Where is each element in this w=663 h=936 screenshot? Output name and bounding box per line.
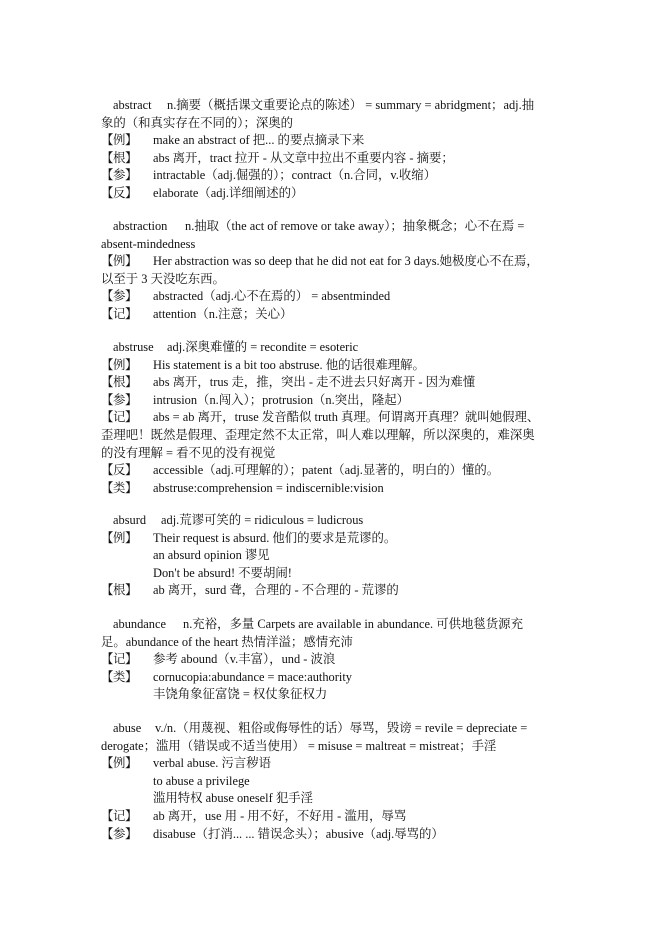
note-tag: 【例】 [101,357,137,372]
note-row [101,288,567,306]
entry-headword-definition [101,512,567,530]
note-row [101,167,567,185]
note-text: attention（n.注意；关心） [153,306,293,321]
note-tag: 【参】 [101,826,137,841]
note-tag: 【根】 [101,150,137,165]
definition-line: 足。abundance of the heart 热情洋溢；感情充沛 [101,634,353,649]
note-row [101,392,567,410]
note-row [101,462,567,480]
note-tag: 【参】 [101,289,137,304]
definition-line: n.摘要（概括课文重要论点的陈述） = summary = abridgment；adj.抽 [167,98,535,112]
note-text: 参考 abound（v.丰富），und - 波浪 [153,652,336,667]
entry-headword-definition [101,97,567,115]
note-continuation: 丰饶角象征富饶 = 权仗象征权力 [153,687,328,702]
note-text: abstruse:comprehension = indiscernible:vision [153,480,384,495]
definition-line: v./n.（用蔑视、粗俗或侮辱性的话）辱骂，毁谤 = revile = depreciate = [155,721,528,735]
note-row [101,808,567,826]
note-text: abs 离开，tract 拉开 - 从文章中拉出不重要内容 - 摘要； [153,150,454,165]
note-text: ab 离开，use 用 - 用不好，不好用 - 滥用，辱骂 [153,808,407,823]
entry-abstruse [101,339,567,497]
headword: abstraction [113,219,168,233]
definition-line: absent-mindedness [101,236,196,251]
note-continuation: 以至于 3 天没吃东西。 [101,271,225,286]
note-tag: 【例】 [101,254,137,269]
note-text: intrusion（n.闯入）；protrusion（n.突出，隆起） [153,392,410,407]
definition-line: derogate；滥用（错误或不适当使用） = misuse = maltreat = mistreat；手淫 [101,738,497,753]
note-text: ab 离开，surd 聋，合理的 - 不合理的 - 荒谬的 [153,583,399,598]
note-tag: 【反】 [101,185,137,200]
note-text: verbal abuse. 污言秽语 [153,756,272,771]
note-tag: 【参】 [101,168,137,183]
note-row [101,530,567,548]
definition-line: adj.荒谬可笑的 = ridiculous = ludicrous [161,513,364,527]
definition-line: n.充裕，多量 Carpets are available in abundance. 可供地毯货源充 [183,617,523,631]
note-text: His statement is a bit too abstruse. 他的话很难理解。 [153,357,425,372]
note-row [101,409,567,427]
note-row [101,185,567,203]
note-row [101,826,567,844]
headword: abstract [113,98,152,112]
note-tag: 【根】 [101,375,137,390]
note-row [101,669,567,687]
entry-headword-definition [101,339,567,357]
note-text: accessible（adj.可理解的）；patent（adj.显著的，明白的）懂的。 [153,463,500,478]
definition-line: adj.深奥难懂的 = recondite = esoteric [167,340,359,354]
note-row [101,582,567,600]
note-row [101,357,567,375]
note-tag: 【参】 [101,392,137,407]
note-tag: 【例】 [101,133,137,148]
note-continuation: 滥用特权 abuse oneself 犯手淫 [153,791,314,806]
note-tag: 【记】 [101,306,137,321]
note-continuation: to abuse a privilege [153,773,250,788]
headword: abstruse [113,340,154,354]
note-row [101,306,567,324]
note-continuation: 的没有理解 = 看不见的没有视觉 [101,445,276,460]
definition-line: 象的（和真实存在不同的）；深奥的 [101,115,294,130]
headword: absurd [113,513,147,527]
entry-headword-definition [101,616,567,634]
note-tag: 【记】 [101,410,137,425]
note-text: abs 离开，trus 走，推，突出 - 走不进去只好离开 - 因为难懂 [153,375,476,390]
note-text: abstracted（adj.心不在焉的） = absentminded [153,289,391,304]
entry-abstract [101,97,567,203]
note-row [101,755,567,773]
entry-headword-definition [101,720,567,738]
note-row [101,150,567,168]
note-row [101,480,567,498]
note-text: Their request is absurd. 他们的要求是荒谬的。 [153,530,397,545]
entry-absurd [101,512,567,600]
note-text: intractable（adj.倔强的）；contract（n.合同，v.收缩） [153,168,437,183]
entry-abstraction [101,218,567,324]
note-row [101,253,567,271]
note-tag: 【根】 [101,583,137,598]
note-text: elaborate（adj.详细阐述的） [153,185,304,200]
note-continuation: Don't be absurd! 不要胡闹! [153,565,292,580]
headword: abuse [113,721,142,735]
note-continuation: 歪理吧！既然是假理、歪理定然不太正常，叫人难以理解，所以深奥的，难深奥 [101,427,535,442]
note-tag: 【记】 [101,808,137,823]
note-tag: 【类】 [101,669,137,684]
entry-headword-definition [101,218,567,236]
note-tag: 【例】 [101,530,137,545]
note-text: Her abstraction was so deep that he did not eat for 3 days.她极度心不在焉， [153,254,539,269]
note-tag: 【类】 [101,480,137,495]
note-tag: 【记】 [101,652,137,667]
note-row [101,132,567,150]
note-text: disabuse（打消... ... 错误念头）；abusive（adj.辱骂的） [153,826,444,841]
note-row [101,651,567,669]
note-continuation: an absurd opinion 谬见 [153,548,270,563]
entry-abundance [101,616,567,704]
entry-abuse [101,720,567,843]
note-tag: 【反】 [101,463,137,478]
definition-line: n.抽取（the act of remove or take away）；抽象概念；心不在焉 = [185,219,525,233]
note-text: abs = ab 离开，truse 发音酷似 truth 真理。何谓离开真理？就叫她假理、 [153,410,540,425]
note-tag: 【例】 [101,756,137,771]
note-row [101,374,567,392]
note-text: cornucopia:abundance = mace:authority [153,669,352,684]
headword: abundance [113,617,166,631]
note-text: make an abstract of 把... 的要点摘录下来 [153,133,365,148]
